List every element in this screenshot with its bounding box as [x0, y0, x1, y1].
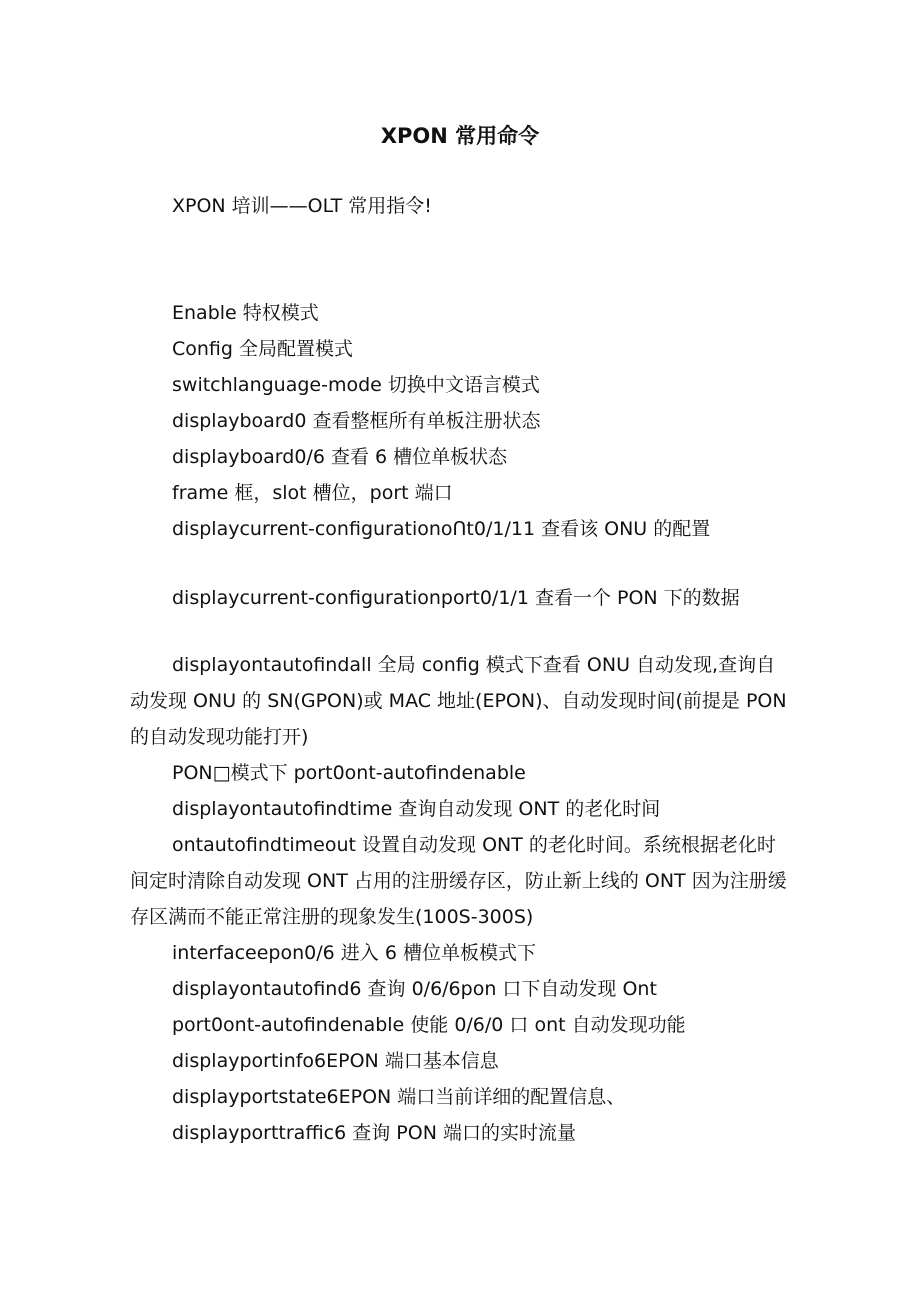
text-line-frame-slot-port: frame 框，slot 槽位，port 端口	[172, 482, 453, 504]
command-paragraph-autofind-all: displayontautofindall 全局 config 模式下查看 ONU 自动发现,查询自动发现 ONU 的 SN(GPON)或 MAC 地址(EPON)、自动发现时间(前提是 PON 的自动发现功能打开)	[130, 654, 787, 748]
command-line-portstate: displayportstate6EPON 端口当前详细的配置信息、	[172, 1086, 626, 1108]
command-line-displayboard0: displayboard0 查看整框所有单板注册状态	[172, 410, 541, 432]
document-title: XPON 常用命令	[380, 124, 540, 148]
command-line-switchlanguage: switchlanguage-mode 切换中文语言模式	[172, 374, 540, 396]
command-line-porttraffic: displayporttraffic6 查询 PON 端口的实时流量	[172, 1122, 576, 1144]
document-subtitle: XPON 培训——OLT 常用指令!	[172, 195, 432, 217]
command-line-interface-epon: interfaceepon0/6 进入 6 槽位单板模式下	[172, 942, 536, 964]
command-line-displayboard0-6: displayboard0/6 查看 6 槽位单板状态	[172, 446, 508, 468]
command-paragraph-autofind-timeout: ontautofindtimeout 设置自动发现 ONT 的老化时间。系统根据老化时间定时清除自动发现 ONT 占用的注册缓存区，防止新上线的 ONT 因为注册缓存区满而不能正常注册的现象发生(100S-300S)	[130, 834, 787, 928]
command-line-current-config-ont: displaycurrent-configurationoᑎt0/1/11 查看该 ONU 的配置	[172, 518, 711, 540]
command-line-enable: Enable 特权模式	[172, 302, 319, 324]
command-line-portinfo: displayportinfo6EPON 端口基本信息	[172, 1050, 499, 1072]
command-line-current-config-port: displaycurrent-configurationport0/1/1 查看一个 PON 下的数据	[172, 587, 740, 609]
command-line-autofind-time: displayontautofindtime 查询自动发现 ONT 的老化时间	[172, 798, 661, 820]
command-line-display-autofind6: displayontautofind6 查询 0/6/6pon 口下自动发现 Ont	[172, 978, 657, 1000]
command-line-config: Config 全局配置模式	[172, 338, 354, 360]
command-line-port0-autofind-enable: port0ont-autofindenable 使能 0/6/0 口 ont 自动发现功能	[172, 1014, 686, 1036]
command-line-pon-autofind-enable: PON□模式下 port0ont-autofindenable	[172, 762, 526, 784]
